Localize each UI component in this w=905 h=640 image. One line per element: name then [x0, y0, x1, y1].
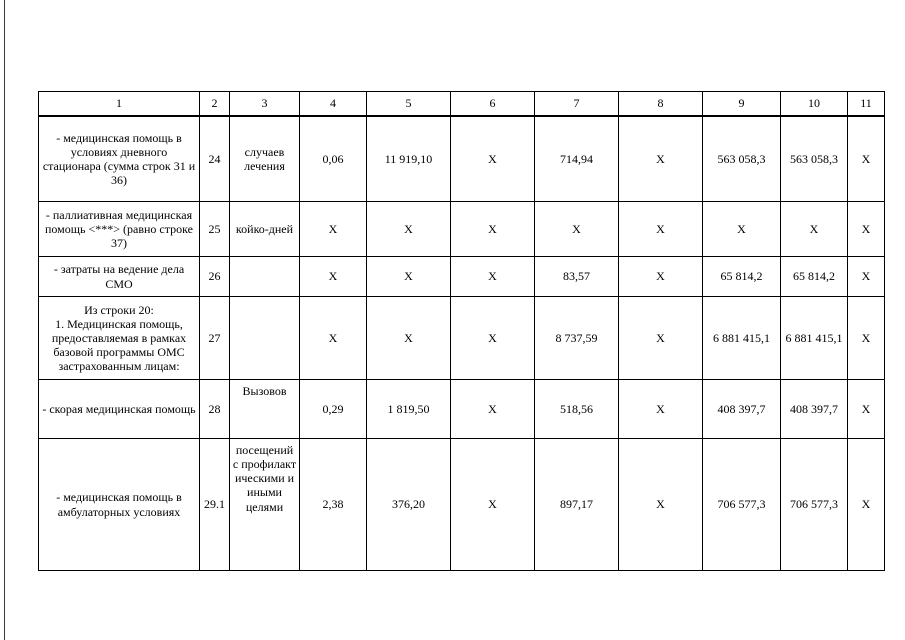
value-cell: X	[848, 257, 885, 297]
value-cell: 83,57	[535, 257, 619, 297]
row-number-cell: 25	[200, 202, 230, 257]
value-cell: X	[367, 297, 451, 380]
row-name-cell: - медицинская помощь в амбулаторных условиях	[39, 439, 200, 571]
value-cell: X	[367, 202, 451, 257]
value-cell: X	[451, 257, 535, 297]
table-row	[39, 380, 885, 439]
value-cell: X	[848, 116, 885, 202]
value-cell: 6 881 415,1	[703, 297, 781, 380]
col-header: 10	[781, 92, 848, 117]
value-cell: X	[781, 202, 848, 257]
unit-cell	[230, 257, 300, 297]
value-cell: X	[300, 297, 367, 380]
value-cell: X	[848, 439, 885, 571]
row-name-cell: Из строки 20: 1. Медицинская помощь, предоставляемая в рамках базовой программы ОМС застрахованным лицам:	[39, 297, 200, 380]
value-cell: X	[451, 297, 535, 380]
col-header: 5	[367, 92, 451, 117]
value-cell: 897,17	[535, 439, 619, 571]
row-number-cell: 29.1	[200, 439, 230, 571]
value-cell: X	[451, 116, 535, 202]
value-cell: X	[848, 202, 885, 257]
value-cell: 65 814,2	[781, 257, 848, 297]
table-row	[39, 439, 885, 571]
col-header: 9	[703, 92, 781, 117]
value-cell: X	[703, 202, 781, 257]
value-cell: X	[619, 116, 703, 202]
value-cell: 0,06	[300, 116, 367, 202]
value-cell: X	[535, 202, 619, 257]
value-cell: X	[619, 202, 703, 257]
row-number-cell: 24	[200, 116, 230, 202]
row-name-cell: - затраты на ведение дела СМО	[39, 257, 200, 297]
value-cell: 65 814,2	[703, 257, 781, 297]
unit-cell: посещений с профилакт ическими и иными целями	[230, 439, 300, 571]
unit-cell	[230, 297, 300, 380]
value-cell: 563 058,3	[703, 116, 781, 202]
col-header: 8	[619, 92, 703, 117]
col-header: 3	[230, 92, 300, 117]
col-header: 4	[300, 92, 367, 117]
row-name-cell: - скорая медицинская помощь	[39, 380, 200, 439]
table-row	[39, 116, 885, 202]
value-cell: 0,29	[300, 380, 367, 439]
value-cell: 518,56	[535, 380, 619, 439]
row-name-cell: - паллиативная медицинская помощь <***> (равно строке 37)	[39, 202, 200, 257]
row-number-cell: 28	[200, 380, 230, 439]
row-number-cell: 27	[200, 297, 230, 380]
value-cell: 408 397,7	[703, 380, 781, 439]
value-cell: 11 919,10	[367, 116, 451, 202]
value-cell: 706 577,3	[781, 439, 848, 571]
value-cell: X	[619, 380, 703, 439]
unit-cell: койко-дней	[230, 202, 300, 257]
value-cell: 563 058,3	[781, 116, 848, 202]
value-cell: X	[451, 380, 535, 439]
value-cell: X	[451, 439, 535, 571]
value-cell: X	[367, 257, 451, 297]
unit-cell: случаев лечения	[230, 116, 300, 202]
value-cell: X	[619, 257, 703, 297]
col-header: 1	[39, 92, 200, 117]
table-row	[39, 257, 885, 297]
row-name-cell: - медицинская помощь в условиях дневного стационара (сумма строк 31 и 36)	[39, 116, 200, 202]
value-cell: X	[848, 297, 885, 380]
page-left-edge	[4, 0, 5, 640]
value-cell: X	[300, 202, 367, 257]
col-header: 2	[200, 92, 230, 117]
unit-cell: Вызовов	[230, 380, 300, 439]
value-cell: X	[451, 202, 535, 257]
data-table	[38, 91, 885, 571]
table-row	[39, 297, 885, 380]
col-header: 11	[848, 92, 885, 117]
value-cell: 376,20	[367, 439, 451, 571]
value-cell: 408 397,7	[781, 380, 848, 439]
value-cell: X	[619, 439, 703, 571]
col-header: 7	[535, 92, 619, 117]
value-cell: X	[848, 380, 885, 439]
table-row	[39, 202, 885, 257]
value-cell: X	[619, 297, 703, 380]
value-cell: X	[300, 257, 367, 297]
value-cell: 1 819,50	[367, 380, 451, 439]
value-cell: 2,38	[300, 439, 367, 571]
value-cell: 8 737,59	[535, 297, 619, 380]
value-cell: 6 881 415,1	[781, 297, 848, 380]
col-header: 6	[451, 92, 535, 117]
value-cell: 706 577,3	[703, 439, 781, 571]
row-number-cell: 26	[200, 257, 230, 297]
table-header-row	[39, 92, 885, 117]
value-cell: 714,94	[535, 116, 619, 202]
